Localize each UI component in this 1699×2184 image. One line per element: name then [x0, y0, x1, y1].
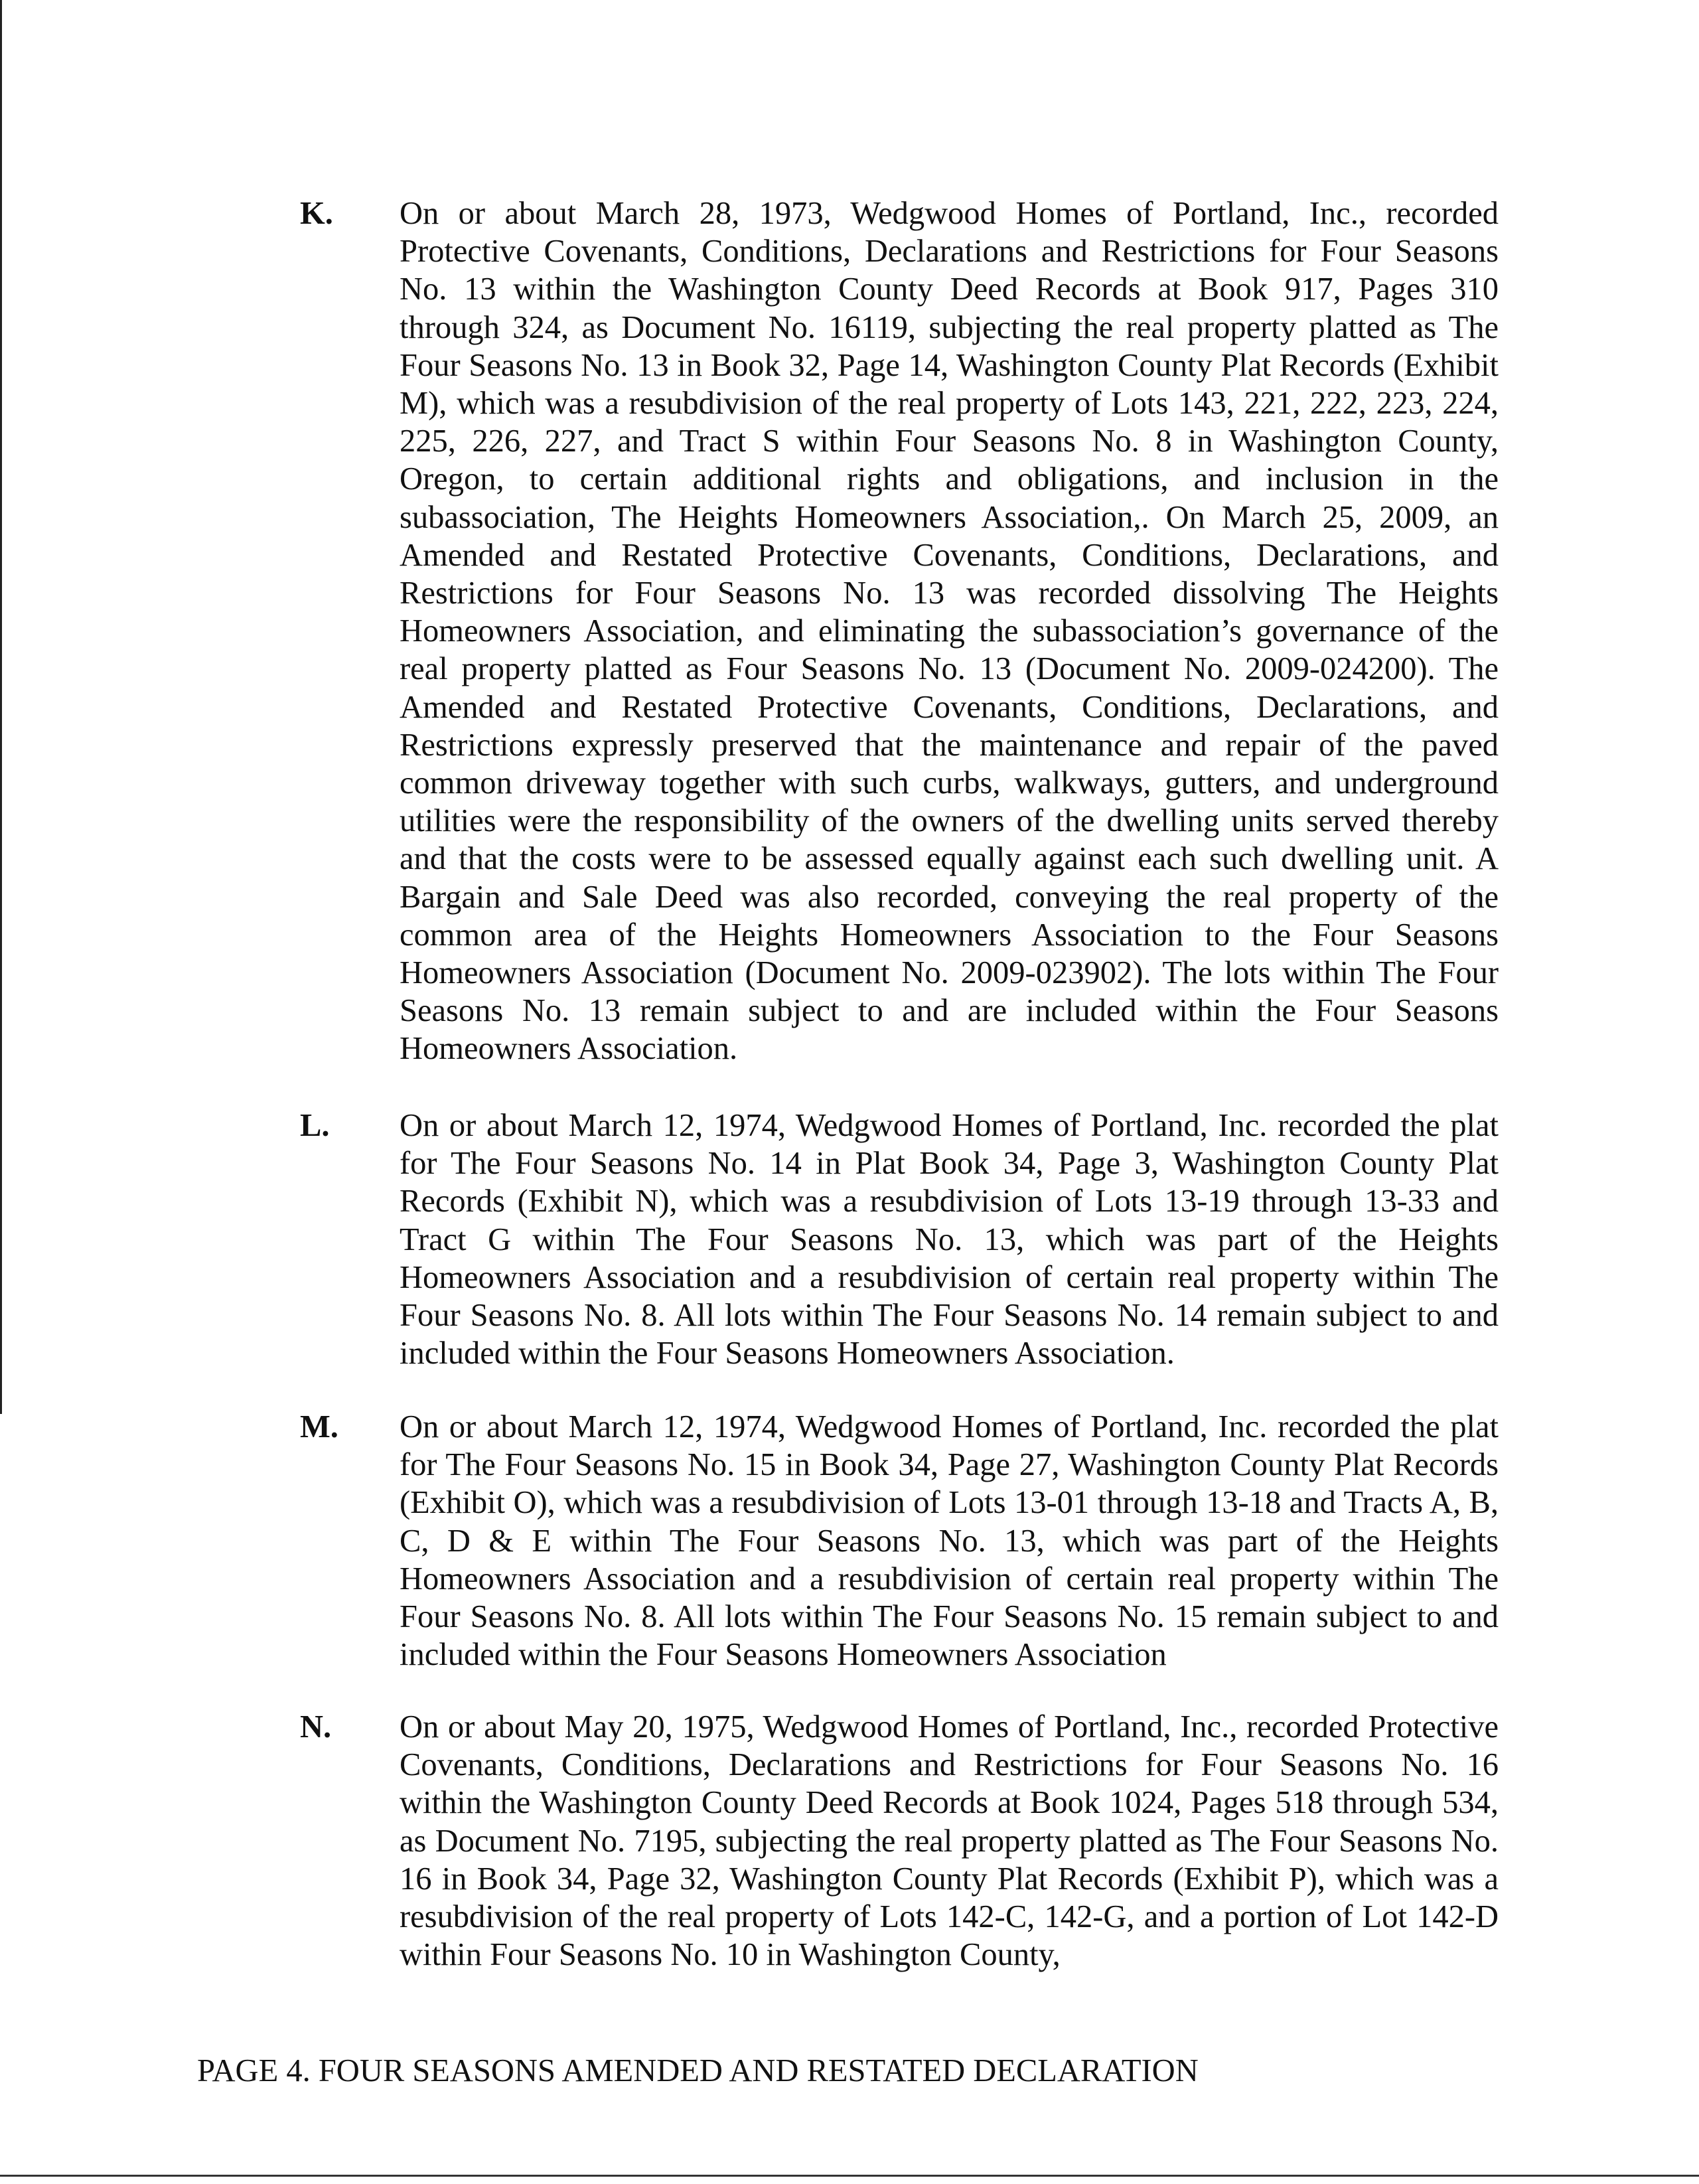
scan-edge-line: [0, 0, 2, 1414]
paragraph-l-letter: L.: [300, 1108, 330, 1143]
paragraph-m-text: On or about March 12, 1974, Wedgwood Homes of Portland, Inc. recorded the plat for The Four Seasons No. 15 in Book 34, Page 27, Washington County Plat Records (Exhibit O), which was a resubdivision of Lots 13-01 through 13-18 and Tracts A, B, C, D & E within The Four Seasons No. 13, which was part of the Heights Homeowners Association and a resubdivision of certain real property within The Four Seasons No. 8. All lots within The Four Seasons No. 15 remain subject to and included within the Four Seasons Homeowners Association: [400, 1409, 1499, 1673]
paragraph-l: [300, 1107, 1499, 1372]
paragraph-k-letter: K.: [300, 196, 333, 231]
bottom-edge-line: [0, 2175, 1699, 2177]
paragraph-m: [300, 1408, 1499, 1674]
paragraph-n: [300, 1708, 1499, 1974]
paragraph-k-text: On or about March 28, 1973, Wedgwood Homes of Portland, Inc., recorded Protective Covenants, Conditions, Declarations and Restrictions for Four Seasons No. 13 within the Washington County Deed Records at Book 917, Pages 310 through 324, as Document No. 16119, subjecting the real property platted as The Four Seasons No. 13 in Book 32, Page 14, Washington County Plat Records (Exhibit M), which was a resubdivision of the real property of Lots 143, 221, 222, 223, 224, 225, 226, 227, and Tract S within Four Seasons No. 8 in Washington County, Oregon, to certain additional rights and obligations, and inclusion in the subassociation, The Heights Homeowners Association,. On March 25, 2009, an Amended and Restated Protective Covenants, Conditions, Declarations, and Restrictions for Four Seasons No. 13 was recorded dissolving The Heights Homeowners Association, and eliminating the subassociation’s governance of the real property platted as Four Seasons No. 13 (Document No. 2009-024200). The Amended and Restated Protective Covenants, Conditions, Declarations, and Restrictions expressly preserved that the maintenance and repair of the paved common driveway together with such curbs, walkways, gutters, and underground utilities were the responsibility of the owners of the dwelling units served thereby and that the costs were to be assessed equally against each such dwelling unit. A Bargain and Sale Deed was also recorded, conveying the real property of the common area of the Heights Homeowners Association to the Four Seasons Homeowners Association (Document No. 2009-023902). The lots within The Four Seasons No. 13 remain subject to and are included within the Four Seasons Homeowners Association.: [400, 196, 1499, 1067]
paragraph-m-letter: M.: [300, 1409, 338, 1444]
paragraph-l-text: On or about March 12, 1974, Wedgwood Homes of Portland, Inc. recorded the plat for The Four Seasons No. 14 in Plat Book 34, Page 3, Washington County Plat Records (Exhibit N), which was a resubdivision of Lots 13-19 through 13-33 and Tract G within The Four Seasons No. 13, which was part of the Heights Homeowners Association and a resubdivision of certain real property within The Four Seasons No. 8. All lots within The Four Seasons No. 14 remain subject to and included within the Four Seasons Homeowners Association.: [400, 1108, 1499, 1371]
page-footer: PAGE 4. FOUR SEASONS AMENDED AND RESTATED DECLARATION: [197, 2053, 1199, 2088]
paragraph-n-text: On or about May 20, 1975, Wedgwood Homes of Portland, Inc., recorded Protective Covenants, Conditions, Declarations and Restrictions for Four Seasons No. 16 within the Washington County Deed Records at Book 1024, Pages 518 through 534, as Document No. 7195, subjecting the real property platted as The Four Seasons No. 16 in Book 34, Page 32, Washington County Plat Records (Exhibit P), which was a resubdivision of the real property of Lots 142-C, 142-G, and a portion of Lot 142-D within Four Seasons No. 10 in Washington County,: [400, 1709, 1499, 1973]
paragraph-n-letter: N.: [300, 1709, 332, 1745]
paragraph-k: [300, 195, 1499, 1068]
